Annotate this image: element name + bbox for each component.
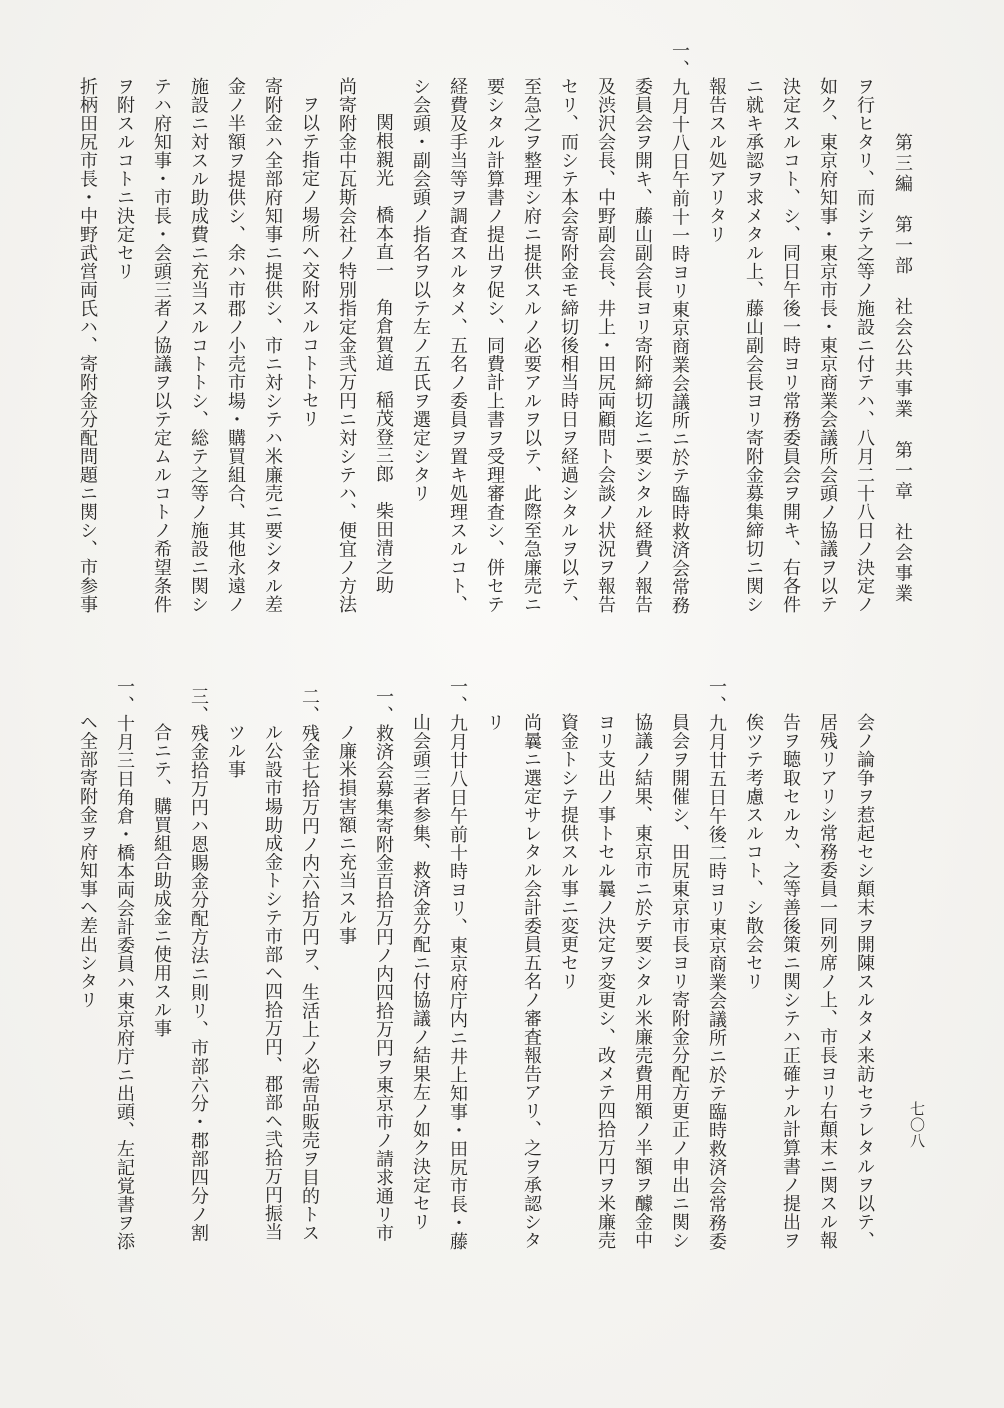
text-column: 告ヲ聴取セルカ、之等善後策ニ関シテハ正確ナル計算書ノ提出ヲ <box>781 713 801 1250</box>
text-column: 経費及手当等ヲ調査スルタメ、五名ノ委員ヲ置キ処理スルコト、 <box>448 77 468 614</box>
text-column: 決定スルコト、シ、同日午後一時ヨリ常務委員会ヲ開キ、右各件 <box>781 77 801 614</box>
text-column: 居残リアリシ常務委員一同列席ノ上、市長ヨリ右顛末ニ関スル報 <box>818 713 838 1250</box>
text-column: 資金トシテ提供スル事ニ変更セリ <box>559 713 579 991</box>
text-column: 尚寄附金中瓦斯会社ノ特別指定金弐万円ニ対シテハ、便宜ノ方法 <box>337 77 357 614</box>
text-column: ヲ附スルコトニ決定セリ <box>115 77 135 281</box>
running-header: 第三編 第一部 社会公共事業 第一章 社会事業 <box>893 133 913 605</box>
text-column: ニ就キ承認ヲ求メタル上、藤山副会長ヨリ寄附金募集締切ニ関シ <box>744 77 764 614</box>
lower-text-block <box>60 677 874 1269</box>
text-column: 要シタル計算書ノ提出ヲ促シ、同費計上書ヲ受理審査シ、併セテ <box>485 77 505 614</box>
text-column: ル公設市場助成金トシテ市部ヘ四拾万円、郡部ヘ弐拾万円振当 <box>263 723 283 1241</box>
text-column: 三、残金拾万円ハ恩賜金分配方法ニ則リ、市部六分・郡部四分ノ割 <box>189 687 209 1242</box>
text-column: 会ノ論争ヲ惹起セシ顛末ヲ開陳スルタメ来訪セラレタルヲ以テ、 <box>855 713 875 1250</box>
text-column: リ <box>485 713 505 732</box>
text-column: ヲ行ヒタリ、而シテ之等ノ施設ニ付テハ、八月二十八日ノ決定ノ <box>855 77 875 614</box>
text-column: 寄附金ハ全部府知事ニ提供シ、市ニ対シテハ米廉売ニ要シタル差 <box>263 77 283 614</box>
text-column: ツル事 <box>226 723 246 779</box>
text-column: 二、残金七拾万円ノ内六拾万円ヲ、生活上ノ必需品販売ヲ目的トス <box>300 687 320 1242</box>
text-column: 山会頭三者参集、救済金分配ニ付協議ノ結果左ノ如ク決定セリ <box>411 713 431 1231</box>
text-column: ヨリ支出ノ事トセル曩ノ決定ヲ変更シ、改メテ四拾万円ヲ米廉売 <box>596 713 616 1250</box>
text-column: 金ノ半額ヲ提供シ、余ハ市郡ノ小売市場・購買組合、其他永遠ノ <box>226 77 246 614</box>
text-column: 一、九月廿五日午後二時ヨリ東京商業会議所ニ於テ臨時救済会常務委 <box>707 677 727 1251</box>
text-column: 一、九月廿八日午前十時ヨリ、東京府庁内ニ井上知事・田尻市長・藤 <box>448 677 468 1251</box>
text-column: 施設ニ対スル助成費ニ充当スルコトトシ、総テ之等ノ施設ニ関シ <box>189 77 209 614</box>
text-column: テハ府知事・市長・会頭三者ノ協議ヲ以テ定ムルコトノ希望条件 <box>152 77 172 614</box>
text-column: 合ニテ、購買組合助成金ニ使用スル事 <box>152 723 172 1038</box>
text-column: 俟ツテ考慮スルコト、シ散会セリ <box>744 713 764 991</box>
text-column: 報告スル処アリタリ <box>707 77 727 244</box>
text-column: ノ廉米損害額ニ充当スル事 <box>337 723 357 945</box>
upper-text-block <box>60 41 874 633</box>
text-column: 至急之ヲ整理シ府ニ提供スルノ必要アルヲ以テ、此際至急廉売ニ <box>522 77 542 614</box>
text-column: シ会頭・副会頭ノ指名ヲ以テ左ノ五氏ヲ選定シタリ <box>411 77 431 503</box>
text-column: ヘ全部寄附金ヲ府知事ヘ差出シタリ <box>78 713 98 1009</box>
text-column: 一、救済会募集寄附金百拾万円ノ内四拾万円ヲ東京市ノ請求通リ市 <box>374 687 394 1242</box>
text-column: 如ク、東京府知事・東京市長・東京商業会議所会頭ノ協議ヲ以テ <box>818 77 838 614</box>
text-column: 委員会ヲ開キ、藤山副会長ヨリ寄附締切迄ニ要シタル経費ノ報告 <box>633 77 653 614</box>
text-column: 一、九月十八日午前十一時ヨリ東京商業会議所ニ於テ臨時救済会常務 <box>670 41 690 615</box>
page-number: 七〇八 <box>908 1101 924 1149</box>
text-column: 関根親光 橋本直一 角倉賀道 稲茂登三郎 柴田清之助 <box>374 113 394 594</box>
text-column: 員会ヲ開催シ、田尻東京市長ヨリ寄附金分配方更正ノ申出ニ関シ <box>670 713 690 1250</box>
text-column: 折柄田尻市長・中野武営両氏ハ、寄附金分配問題ニ関シ、市参事 <box>78 77 98 614</box>
text-column: 一、十月三日角倉・橋本両会計委員ハ東京府庁ニ出頭、左記覚書ヲ添 <box>115 677 135 1251</box>
text-column: 及渋沢会長、中野副会長、井上・田尻両顧問ト会談ノ状況ヲ報告 <box>596 77 616 614</box>
text-column: セリ、而シテ本会寄附金モ締切後相当時日ヲ経過シタルヲ以テ、 <box>559 77 579 614</box>
text-column: 尚曩ニ選定サレタル会計委員五名ノ審査報告アリ、之ヲ承認シタ <box>522 713 542 1250</box>
text-column: 協議ノ結果、東京市ニ於テ要シタル米廉売費用額ノ半額ヲ醵金中 <box>633 713 653 1250</box>
text-column: ヲ以テ指定ノ場所ヘ交附スルコトトセリ <box>300 95 320 428</box>
